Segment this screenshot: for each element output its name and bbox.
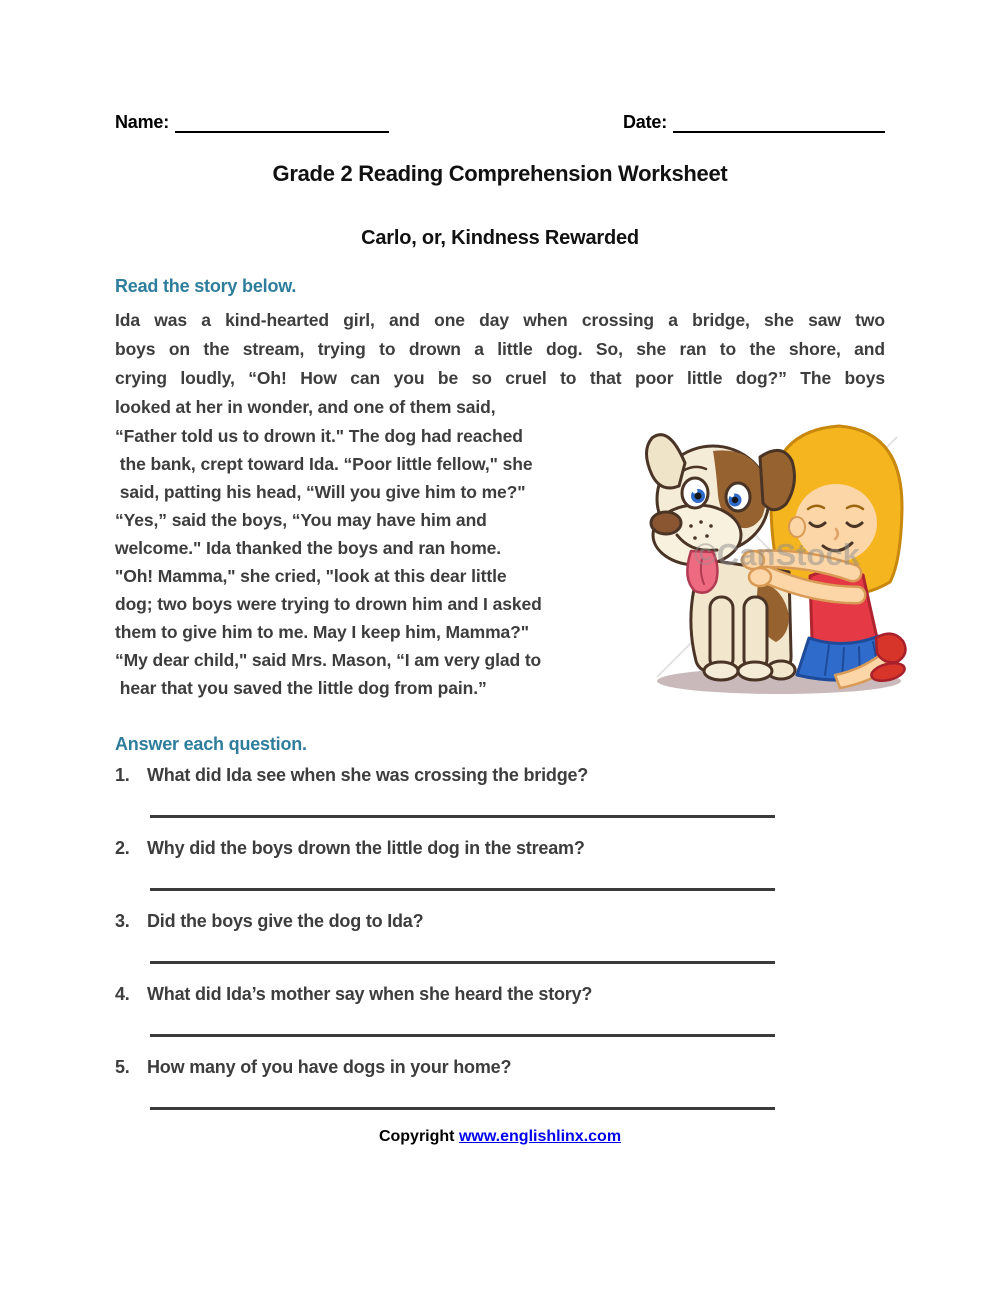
girl-hugging-dog-svg bbox=[639, 409, 911, 699]
story-line: the bank, crept toward Ida. “Poor little fellow," she bbox=[115, 454, 533, 474]
name-label: Name: bbox=[115, 112, 170, 132]
worksheet-content bbox=[115, 112, 885, 1146]
question-text: How many of you have dogs in your home? bbox=[147, 1057, 512, 1077]
question-5 bbox=[115, 1055, 885, 1110]
question-3 bbox=[115, 909, 885, 964]
answer-blank-line bbox=[150, 888, 775, 891]
question-row bbox=[115, 982, 885, 1006]
story-paragraph-full bbox=[115, 306, 885, 422]
story-title: Carlo, or, Kindness Rewarded bbox=[361, 227, 639, 249]
page-title: Grade 2 Reading Comprehension Worksheet bbox=[272, 161, 728, 186]
story-line: "Oh! Mamma," she cried, "look at this dear little bbox=[115, 566, 507, 586]
story-line: hear that you saved the little dog from pain.” bbox=[115, 678, 487, 698]
answer-blank-line bbox=[150, 1034, 775, 1037]
question-1 bbox=[115, 763, 885, 818]
story-paragraph-wrapped bbox=[115, 422, 629, 702]
story-line: boys on the stream, trying to drown a little dog. So, she ran to the shore, and bbox=[115, 339, 885, 359]
question-4 bbox=[115, 982, 885, 1037]
story-line: “My dear child," said Mrs. Mason, “I am very glad to bbox=[115, 650, 542, 670]
story-line: welcome." Ida thanked the boys and ran home. bbox=[115, 538, 502, 558]
story-line: looked at her in wonder, and one of them said, bbox=[115, 397, 496, 417]
question-number: 5. bbox=[115, 1057, 130, 1077]
name-field bbox=[115, 112, 389, 133]
question-text: Why did the boys drown the little dog in the stream? bbox=[147, 838, 585, 858]
answer-blank-line bbox=[150, 961, 775, 964]
story-line: said, patting his head, “Will you give him to me?" bbox=[115, 482, 526, 502]
answer-blank-line bbox=[150, 815, 775, 818]
answer-blank-line bbox=[150, 1107, 775, 1110]
question-2 bbox=[115, 836, 885, 891]
canstock-watermark: ©CanStock bbox=[694, 537, 860, 572]
questions-section bbox=[115, 734, 885, 1110]
question-text: What did Ida see when she was crossing the bridge? bbox=[147, 765, 589, 785]
question-number: 1. bbox=[115, 765, 130, 785]
question-row bbox=[115, 1055, 885, 1079]
question-number: 4. bbox=[115, 984, 130, 1004]
copyright-label: Copyright bbox=[378, 1128, 455, 1145]
header-row bbox=[115, 112, 885, 133]
answer-questions-label: Answer each question. bbox=[115, 734, 307, 754]
story-line: “Father told us to drown it." The dog had reached bbox=[115, 426, 523, 446]
story-line: crying loudly, “Oh! How can you be so cruel to that poor little dog?” The boys bbox=[115, 368, 885, 388]
date-label: Date: bbox=[622, 112, 667, 132]
story-line: them to give him to me. May I keep him, Mamma?" bbox=[115, 622, 529, 642]
question-row bbox=[115, 763, 885, 787]
story-line: “Yes,” said the boys, “You may have him and bbox=[115, 510, 487, 530]
story-line: Ida was a kind-hearted girl, and one day when crossing a bridge, she saw two bbox=[115, 310, 885, 330]
date-blank-line bbox=[673, 113, 885, 133]
footer bbox=[115, 1128, 885, 1146]
name-blank-line bbox=[175, 113, 389, 133]
question-row bbox=[115, 836, 885, 860]
question-number: 2. bbox=[115, 838, 130, 858]
girl-hugging-dog-illustration bbox=[639, 409, 911, 704]
date-field bbox=[623, 112, 885, 133]
story-line: dog; two boys were trying to drown him and I asked bbox=[115, 594, 542, 614]
question-text: What did Ida’s mother say when she heard the story? bbox=[147, 984, 593, 1004]
question-number: 3. bbox=[115, 911, 130, 931]
story-wrap-section bbox=[115, 422, 885, 704]
question-row bbox=[115, 909, 885, 933]
question-text: Did the boys give the dog to Ida? bbox=[147, 911, 424, 931]
read-story-label: Read the story below. bbox=[115, 276, 297, 296]
englishlinx-link[interactable]: www.englishlinx.com bbox=[458, 1128, 622, 1145]
